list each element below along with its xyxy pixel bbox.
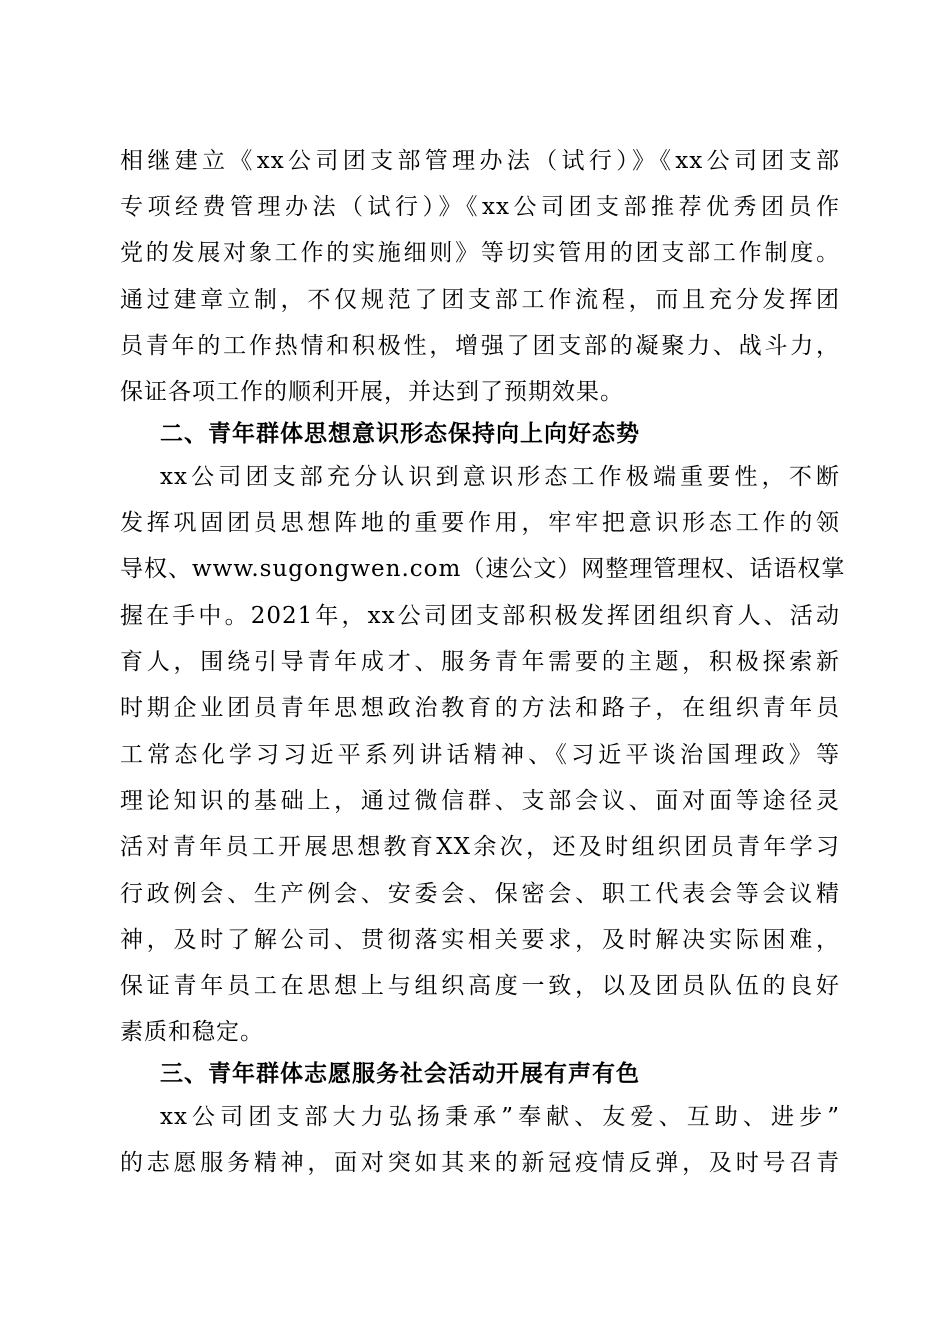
paragraph-line: 专项经费管理办法（试行）》《xx公司团支部推荐优秀团员作 — [120, 194, 840, 220]
paragraph-line: 理论知识的基础上，通过微信群、支部会议、面对面等途径灵 — [120, 788, 840, 814]
section-heading: 三、青年群体志愿服务社会活动开展有声有色 — [160, 1061, 640, 1087]
paragraph-line: 工常态化学习习近平系列讲话精神、《习近平谈治国理政》等 — [120, 742, 840, 768]
paragraph-line: 导权、www.sugongwen.com（速公文）网整理管理权、话语权掌 — [120, 556, 846, 582]
paragraph-line: 通过建章立制，不仅规范了团支部工作流程，而且充分发挥团 — [120, 287, 840, 313]
paragraph-line: 素质和稳定。 — [120, 1019, 264, 1045]
section-heading: 二、青年群体思想意识形态保持向上向好态势 — [160, 421, 640, 447]
paragraph-line: 的志愿服务精神，面对突如其来的新冠疫情反弹，及时号召青 — [120, 1150, 840, 1176]
paragraph-line: 员青年的工作热情和积极性，增强了团支部的凝聚力、战斗力， — [120, 333, 840, 359]
paragraph-line: 活对青年员工开展思想教育XX余次，还及时组织团员青年学习 — [120, 834, 840, 860]
paragraph-line: xx公司团支部大力弘扬秉承”奉献、友爱、互助、进步” — [160, 1104, 840, 1130]
paragraph-line: 党的发展对象工作的实施细则》等切实管用的团支部工作制度。 — [120, 240, 840, 266]
paragraph-line: 保证各项工作的顺利开展，并达到了预期效果。 — [120, 379, 624, 405]
paragraph-line: 保证青年员工在思想上与组织高度一致，以及团员队伍的良好 — [120, 973, 840, 999]
paragraph-line: xx公司团支部充分认识到意识形态工作极端重要性，不断 — [160, 464, 840, 490]
paragraph-line: 行政例会、生产例会、安委会、保密会、职工代表会等会议精 — [120, 881, 840, 907]
paragraph-line: 神，及时了解公司、贯彻落实相关要求，及时解决实际困难， — [120, 927, 840, 953]
paragraph-line: 育人，围绕引导青年成才、服务青年需要的主题，积极探索新 — [120, 649, 840, 675]
paragraph-line: 时期企业团员青年思想政治教育的方法和路子，在组织青年员 — [120, 695, 840, 721]
paragraph-line: 相继建立《xx公司团支部管理办法（试行）》《xx公司团支部 — [120, 148, 840, 174]
paragraph-line: 握在手中。2021年，xx公司团支部积极发挥团组织育人、活动 — [120, 603, 840, 629]
paragraph-line: 发挥巩固团员思想阵地的重要作用，牢牢把意识形态工作的领 — [120, 510, 840, 536]
